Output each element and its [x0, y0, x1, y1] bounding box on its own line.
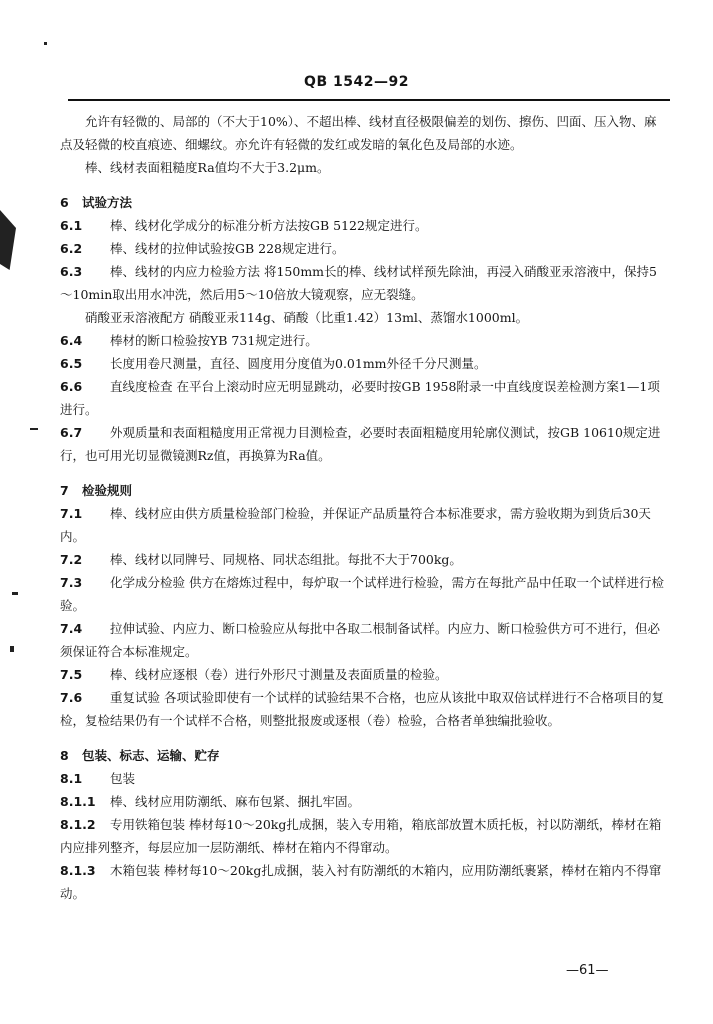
paragraph [60, 306, 665, 329]
clause-number: 6.4 [60, 333, 83, 348]
clause-number: 6.1 [60, 218, 83, 233]
clause-item [60, 663, 665, 686]
clause-text: 包装、标志、运输、贮存 [82, 748, 220, 763]
clause-number: 7.2 [60, 552, 83, 567]
clause-number: 6.5 [60, 356, 83, 371]
clause-item [60, 375, 665, 421]
clause-text: 棒、线材表面粗糙度Ra值均不大于3.2μm。 [85, 160, 330, 175]
clause-text: 棒、线材应由供方质量检验部门检验，并保证产品质量符合本标准要求，需方验收期为到货后30天内。 [60, 506, 651, 544]
clause-item [60, 859, 665, 905]
clause-text: 棒、线材应用防潮纸、麻布包紧、捆扎牢固。 [110, 794, 361, 809]
clause-item [60, 260, 665, 306]
clause-item [60, 571, 665, 617]
clause-number: 6 [60, 195, 69, 210]
clause-item [60, 686, 665, 732]
section-spacer [60, 467, 665, 479]
clause-item [60, 548, 665, 571]
clause-text: 棒、线材的内应力检验方法 将150mm长的棒、线材试样预先除油，再浸入硝酸亚汞溶液中，保持5～10min取出用水冲洗，然后用5～10倍放大镜观察，应无裂缝。 [60, 264, 657, 302]
clause-text: 棒、线材的拉伸试验按GB 228规定进行。 [110, 241, 345, 256]
clause-number: 7.6 [60, 690, 83, 705]
section-heading [60, 744, 665, 767]
section-heading [60, 191, 665, 214]
section-spacer [60, 732, 665, 744]
header-rule [68, 99, 670, 101]
clause-text: 拉伸试验、内应力、断口检验应从每批中各取二根制备试样。内应力、断口检验供方可不进行，但必须保证符合本标准规定。 [60, 621, 661, 659]
clause-text: 棒、线材应逐根（卷）进行外形尺寸测量及表面质量的检验。 [110, 667, 448, 682]
clause-text: 化学成分检验 供方在熔炼过程中，每炉取一个试样进行检验，需方在每批产品中任取一个试样进行检验。 [60, 575, 664, 613]
clause-item [60, 767, 665, 790]
document-body [60, 110, 665, 905]
paragraph [60, 156, 665, 179]
section-heading [60, 479, 665, 502]
page-number: —61— [566, 963, 609, 978]
clause-item [60, 790, 665, 813]
clause-text: 棒、线材化学成分的标准分析方法按GB 5122规定进行。 [110, 218, 428, 233]
clause-number: 7 [60, 483, 69, 498]
clause-number: 7.5 [60, 667, 83, 682]
clause-item [60, 421, 665, 467]
clause-number: 6.6 [60, 379, 83, 394]
clause-number: 6.7 [60, 425, 83, 440]
clause-number: 8.1.2 [60, 817, 96, 832]
scan-speck [12, 592, 18, 595]
scan-speck [44, 42, 47, 45]
clause-text: 重复试验 各项试验即使有一个试样的试验结果不合格，也应从该批中取双倍试样进行不合格项目的复检，复检结果仍有一个试样不合格，则整批报废或逐根（卷）检验，合格者单独编批验收。 [60, 690, 664, 728]
scan-edge-mark [0, 210, 16, 270]
clause-text: 包装 [110, 771, 136, 786]
clause-text: 棒材的断口检验按YB 731规定进行。 [110, 333, 318, 348]
clause-item [60, 352, 665, 375]
clause-number: 7.4 [60, 621, 83, 636]
clause-item [60, 329, 665, 352]
section-spacer [60, 179, 665, 191]
clause-number: 8.1.3 [60, 863, 96, 878]
clause-number: 7.3 [60, 575, 83, 590]
clause-number: 7.1 [60, 506, 83, 521]
scan-speck [10, 646, 14, 652]
clause-number: 6.2 [60, 241, 83, 256]
clause-text: 允许有轻微的、局部的（不大于10%）、不超出棒、线材直径极限偏差的划伤、擦伤、凹面、压入物、麻点及轻微的校直痕迹、细螺纹。亦允许有轻微的发红或发暗的氧化色及局部的水迹。 [60, 114, 657, 152]
clause-item [60, 214, 665, 237]
standard-code-header: QB 1542—92 [304, 74, 409, 90]
clause-text: 专用铁箱包装 棒材每10～20kg扎成捆，装入专用箱，箱底部放置木质托板，衬以防潮纸，棒材在箱内应排列整齐，每层应加一层防潮纸、棒材在箱内不得窜动。 [60, 817, 662, 855]
clause-text: 棒、线材以同牌号、同规格、同状态组批。每批不大于700kg。 [110, 552, 462, 567]
clause-item [60, 617, 665, 663]
clause-item [60, 813, 665, 859]
clause-text: 木箱包装 棒材每10～20kg扎成捆，装入衬有防潮纸的木箱内，应用防潮纸裹紧，棒材在箱内不得窜动。 [60, 863, 662, 901]
clause-number: 8.1 [60, 771, 83, 786]
clause-item [60, 237, 665, 260]
clause-text: 长度用卷尺测量，直径、圆度用分度值为0.01mm外径千分尺测量。 [110, 356, 487, 371]
clause-text: 检验规则 [82, 483, 133, 498]
paragraph [60, 110, 665, 156]
clause-number: 8 [60, 748, 69, 763]
clause-text: 外观质量和表面粗糙度用正常视力目测检查，必要时表面粗糙度用轮廓仪测试，按GB 10610规定进行，也可用光切显微镜测Rz值，再换算为Ra值。 [60, 425, 661, 463]
clause-number: 6.3 [60, 264, 83, 279]
clause-number: 8.1.1 [60, 794, 96, 809]
clause-text: 直线度检查 在平台上滚动时应无明显跳动，必要时按GB 1958附录一中直线度误差检测方案1—1项进行。 [60, 379, 660, 417]
clause-item [60, 502, 665, 548]
clause-text: 试验方法 [82, 195, 133, 210]
clause-text: 硝酸亚汞溶液配方 硝酸亚汞114g、硝酸（比重1.42）13ml、蒸馏水1000ml。 [85, 310, 529, 325]
scan-speck [30, 428, 38, 430]
